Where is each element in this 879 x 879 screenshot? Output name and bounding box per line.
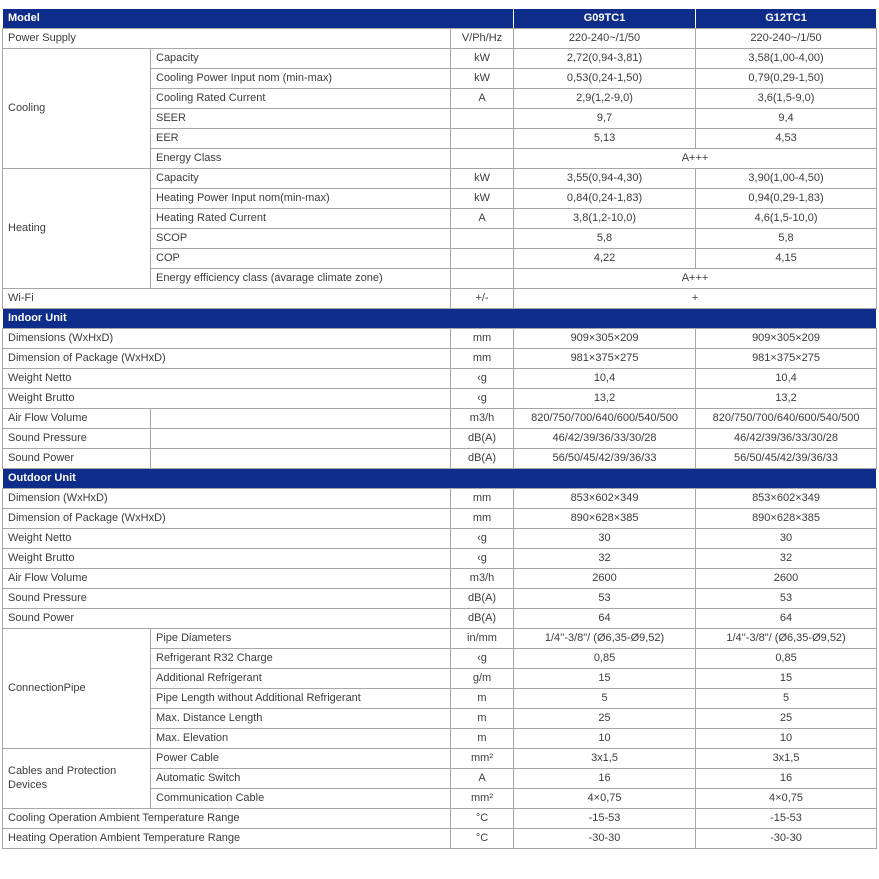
- value-cell: 10,4: [696, 369, 877, 389]
- unit-cell: [451, 269, 514, 289]
- table-row: [3, 469, 877, 489]
- spec-sublabel-cell: Capacity: [151, 49, 451, 69]
- value-cell: 5: [696, 689, 877, 709]
- value-cell: 820/750/700/640/600/540/500: [696, 409, 877, 429]
- spec-label-cell: Dimension of Package (WxHxD): [3, 509, 451, 529]
- unit-cell: +/-: [451, 289, 514, 309]
- group-label-cell: Heating: [3, 169, 151, 289]
- value-cell: 13,2: [514, 389, 696, 409]
- model-column-header-cell: Model: [3, 9, 514, 29]
- spec-label-cell: Weight Netto: [3, 529, 451, 549]
- value-cell: 46/42/39/36/33/30/28: [514, 429, 696, 449]
- unit-cell: m: [451, 729, 514, 749]
- table-row: [3, 349, 877, 369]
- spec-sublabel-cell: Cooling Power Input nom (min-max): [151, 69, 451, 89]
- value-cell: 25: [514, 709, 696, 729]
- value-cell: A+++: [514, 149, 877, 169]
- spec-sublabel-cell: Additional Refrigerant: [151, 669, 451, 689]
- value-cell: 0,53(0,24-1,50): [514, 69, 696, 89]
- unit-cell: °C: [451, 829, 514, 849]
- spec-sublabel-cell: [151, 429, 451, 449]
- unit-cell: °C: [451, 809, 514, 829]
- group-label-cell: Cooling: [3, 49, 151, 169]
- table-row: [3, 49, 877, 69]
- table-row: [3, 829, 877, 849]
- value-cell: 53: [696, 589, 877, 609]
- value-cell: 0,94(0,29-1,83): [696, 189, 877, 209]
- unit-cell: in/mm: [451, 629, 514, 649]
- unit-cell: dB(A): [451, 449, 514, 469]
- spec-label-cell: Dimensions (WxHxD): [3, 329, 451, 349]
- value-cell: 5,8: [696, 229, 877, 249]
- spec-table: [2, 8, 877, 849]
- spec-sublabel-cell: Energy Class: [151, 149, 451, 169]
- value-cell: 4,15: [696, 249, 877, 269]
- unit-cell: m3/h: [451, 409, 514, 429]
- table-row: [3, 329, 877, 349]
- value-cell: 3x1,5: [514, 749, 696, 769]
- unit-cell: kW: [451, 69, 514, 89]
- unit-cell: ‹g: [451, 369, 514, 389]
- unit-cell: m3/h: [451, 569, 514, 589]
- value-cell: 46/42/39/36/33/30/28: [696, 429, 877, 449]
- spec-label-cell: Dimension of Package (WxHxD): [3, 349, 451, 369]
- table-row: [3, 509, 877, 529]
- model-column-header-cell: G09TC1: [514, 9, 696, 29]
- spec-label-cell: Sound Power: [3, 609, 451, 629]
- spec-sublabel-cell: SCOP: [151, 229, 451, 249]
- table-row: [3, 809, 877, 829]
- value-cell: 3,58(1,00-4,00): [696, 49, 877, 69]
- table-row: [3, 369, 877, 389]
- value-cell: 25: [696, 709, 877, 729]
- group-label-cell: ConnectionPipe: [3, 629, 151, 749]
- spec-sublabel-cell: Energy efficiency class (avarage climate zone): [151, 269, 451, 289]
- value-cell: 4,53: [696, 129, 877, 149]
- table-row: [3, 9, 877, 29]
- value-cell: 890×628×385: [696, 509, 877, 529]
- value-cell: 853×602×349: [514, 489, 696, 509]
- unit-cell: ‹g: [451, 549, 514, 569]
- table-row: [3, 489, 877, 509]
- section-header-cell: Outdoor Unit: [3, 469, 877, 489]
- value-cell: 0,79(0,29-1,50): [696, 69, 877, 89]
- table-row: [3, 629, 877, 649]
- value-cell: 2600: [696, 569, 877, 589]
- value-cell: 853×602×349: [696, 489, 877, 509]
- value-cell: 16: [696, 769, 877, 789]
- value-cell: 30: [696, 529, 877, 549]
- value-cell: 16: [514, 769, 696, 789]
- spec-sublabel-cell: Max. Elevation: [151, 729, 451, 749]
- value-cell: -30-30: [696, 829, 877, 849]
- value-cell: 64: [514, 609, 696, 629]
- value-cell: -30-30: [514, 829, 696, 849]
- spec-sublabel-cell: Cooling Rated Current: [151, 89, 451, 109]
- unit-cell: [451, 109, 514, 129]
- unit-cell: mm: [451, 349, 514, 369]
- value-cell: 32: [696, 549, 877, 569]
- value-cell: 15: [696, 669, 877, 689]
- spec-sublabel-cell: Heating Rated Current: [151, 209, 451, 229]
- unit-cell: dB(A): [451, 429, 514, 449]
- unit-cell: ‹g: [451, 649, 514, 669]
- spec-sublabel-cell: [151, 449, 451, 469]
- table-row: [3, 29, 877, 49]
- value-cell: 0,85: [696, 649, 877, 669]
- unit-cell: mm: [451, 489, 514, 509]
- group-label-cell: Cables and Protection Devices: [3, 749, 151, 809]
- value-cell: 3,6(1,5-9,0): [696, 89, 877, 109]
- value-cell: 220-240~/1/50: [696, 29, 877, 49]
- unit-cell: kW: [451, 189, 514, 209]
- unit-cell: m: [451, 709, 514, 729]
- spec-label-cell: Sound Power: [3, 449, 151, 469]
- unit-cell: A: [451, 769, 514, 789]
- table-row: [3, 289, 877, 309]
- value-cell: 13,2: [696, 389, 877, 409]
- unit-cell: ‹g: [451, 529, 514, 549]
- unit-cell: mm: [451, 509, 514, 529]
- spec-sublabel-cell: Heating Power Input nom(min-max): [151, 189, 451, 209]
- unit-cell: ‹g: [451, 389, 514, 409]
- spec-label-cell: Power Supply: [3, 29, 451, 49]
- value-cell: 4×0,75: [514, 789, 696, 809]
- value-cell: 56/50/45/42/39/36/33: [514, 449, 696, 469]
- value-cell: +: [514, 289, 877, 309]
- section-header-cell: Indoor Unit: [3, 309, 877, 329]
- spec-label-cell: Sound Pressure: [3, 589, 451, 609]
- table-row: [3, 529, 877, 549]
- value-cell: 15: [514, 669, 696, 689]
- spec-sublabel-cell: COP: [151, 249, 451, 269]
- table-row: [3, 409, 877, 429]
- unit-cell: [451, 249, 514, 269]
- value-cell: 3,55(0,94-4,30): [514, 169, 696, 189]
- value-cell: 4×0,75: [696, 789, 877, 809]
- value-cell: 820/750/700/640/600/540/500: [514, 409, 696, 429]
- spec-label-cell: Sound Pressure: [3, 429, 151, 449]
- value-cell: 4,22: [514, 249, 696, 269]
- value-cell: 10,4: [514, 369, 696, 389]
- spec-sublabel-cell: [151, 409, 451, 429]
- spec-sublabel-cell: Pipe Diameters: [151, 629, 451, 649]
- spec-sublabel-cell: Power Cable: [151, 749, 451, 769]
- value-cell: 30: [514, 529, 696, 549]
- table-row: [3, 169, 877, 189]
- value-cell: A+++: [514, 269, 877, 289]
- value-cell: 2,9(1,2-9,0): [514, 89, 696, 109]
- spec-label-cell: Weight Brutto: [3, 389, 451, 409]
- value-cell: 0,84(0,24-1,83): [514, 189, 696, 209]
- value-cell: 1/4''-3/8"/ (Ø6,35-Ø9,52): [696, 629, 877, 649]
- unit-cell: [451, 129, 514, 149]
- unit-cell: m: [451, 689, 514, 709]
- value-cell: 3x1,5: [696, 749, 877, 769]
- spec-label-cell: Heating Operation Ambient Temperature Range: [3, 829, 451, 849]
- table-row: [3, 429, 877, 449]
- unit-cell: A: [451, 209, 514, 229]
- value-cell: 981×375×275: [696, 349, 877, 369]
- spec-label-cell: Weight Netto: [3, 369, 451, 389]
- unit-cell: mm: [451, 329, 514, 349]
- value-cell: 3,90(1,00-4,50): [696, 169, 877, 189]
- unit-cell: A: [451, 89, 514, 109]
- spec-sublabel-cell: Automatic Switch: [151, 769, 451, 789]
- value-cell: 981×375×275: [514, 349, 696, 369]
- spec-sublabel-cell: Refrigerant R32 Charge: [151, 649, 451, 669]
- spec-sublabel-cell: Communication Cable: [151, 789, 451, 809]
- unit-cell: [451, 229, 514, 249]
- spec-sublabel-cell: EER: [151, 129, 451, 149]
- value-cell: 56/50/45/42/39/36/33: [696, 449, 877, 469]
- value-cell: 9,4: [696, 109, 877, 129]
- value-cell: -15-53: [514, 809, 696, 829]
- spec-table-body: [3, 9, 877, 849]
- value-cell: 220-240~/1/50: [514, 29, 696, 49]
- spec-label-cell: Wi-Fi: [3, 289, 451, 309]
- value-cell: 10: [696, 729, 877, 749]
- value-cell: 4,6(1,5-10,0): [696, 209, 877, 229]
- value-cell: 53: [514, 589, 696, 609]
- table-row: [3, 609, 877, 629]
- value-cell: 1/4''-3/8"/ (Ø6,35-Ø9,52): [514, 629, 696, 649]
- unit-cell: V/Ph/Hz: [451, 29, 514, 49]
- unit-cell: kW: [451, 169, 514, 189]
- value-cell: 10: [514, 729, 696, 749]
- table-row: [3, 749, 877, 769]
- table-row: [3, 589, 877, 609]
- unit-cell: g/m: [451, 669, 514, 689]
- table-row: [3, 569, 877, 589]
- spec-sublabel-cell: Pipe Length without Additional Refrigerant: [151, 689, 451, 709]
- value-cell: 64: [696, 609, 877, 629]
- table-row: [3, 389, 877, 409]
- table-row: [3, 549, 877, 569]
- spec-label-cell: Weight Brutto: [3, 549, 451, 569]
- value-cell: 32: [514, 549, 696, 569]
- value-cell: 909×305×209: [696, 329, 877, 349]
- unit-cell: mm²: [451, 789, 514, 809]
- value-cell: 9,7: [514, 109, 696, 129]
- unit-cell: kW: [451, 49, 514, 69]
- model-column-header-cell: G12TC1: [696, 9, 877, 29]
- spec-label-cell: Air Flow Volume: [3, 569, 451, 589]
- value-cell: -15-53: [696, 809, 877, 829]
- value-cell: 5: [514, 689, 696, 709]
- spec-label-cell: Air Flow Volume: [3, 409, 151, 429]
- unit-cell: dB(A): [451, 609, 514, 629]
- spec-sublabel-cell: Max. Distance Length: [151, 709, 451, 729]
- unit-cell: [451, 149, 514, 169]
- spec-label-cell: Dimension (WxHxD): [3, 489, 451, 509]
- table-row: [3, 449, 877, 469]
- unit-cell: mm²: [451, 749, 514, 769]
- value-cell: 3,8(1,2-10,0): [514, 209, 696, 229]
- spec-sublabel-cell: Capacity: [151, 169, 451, 189]
- value-cell: 0,85: [514, 649, 696, 669]
- value-cell: 5,8: [514, 229, 696, 249]
- spec-sublabel-cell: SEER: [151, 109, 451, 129]
- table-row: [3, 309, 877, 329]
- value-cell: 5,13: [514, 129, 696, 149]
- value-cell: 2600: [514, 569, 696, 589]
- spec-label-cell: Cooling Operation Ambient Temperature Range: [3, 809, 451, 829]
- value-cell: 2,72(0,94-3,81): [514, 49, 696, 69]
- value-cell: 909×305×209: [514, 329, 696, 349]
- value-cell: 890×628×385: [514, 509, 696, 529]
- unit-cell: dB(A): [451, 589, 514, 609]
